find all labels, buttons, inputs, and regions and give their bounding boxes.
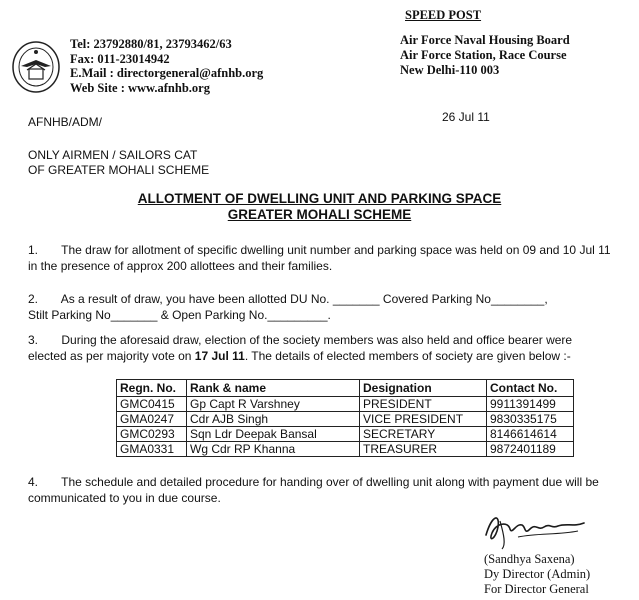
header-regn-no: Regn. No. [117,380,187,397]
paragraph-text: The schedule and detailed procedure for handing over of dwelling unit along with payment due will be communicated to you in due course. [28,475,599,505]
signatory-block [484,552,590,597]
paragraph-text-b: . The details of elected members of society are given below :- [244,349,571,363]
telephone: Tel: 23792880/81, 23793462/63 [70,37,232,51]
contact-no: 9830335175 [487,412,574,427]
paragraph-number: 1. [28,243,39,257]
designation: SECRETARY [360,427,487,442]
paragraph-4 [28,474,613,506]
signatory-name: (Sandhya Saxena) [484,552,575,566]
paragraph-text: The draw for allotment of specific dwelling unit number and parking space was held on 09 and 10 Jul 11 in the presence of approx 200 allottees and their families. [28,243,611,273]
paragraph-number: 3. [28,333,39,347]
table-row [117,442,574,457]
table-row [117,412,574,427]
rank-name: Sqn Ldr Deepak Bansal [187,427,360,442]
contact-no: 8146614614 [487,427,574,442]
table-header-row [117,380,574,397]
speed-post-label: SPEED POST [405,8,482,22]
vote-date: 17 Jul 11 [194,349,245,363]
paragraph-3 [28,332,613,364]
subject-line-1: ALLOTMENT OF DWELLING UNIT AND PARKING SPACE [137,191,502,206]
signatory-title: Dy Director (Admin) [484,567,591,581]
rank-name: Gp Capt R Varshney [187,397,360,412]
header-designation: Designation [360,380,487,397]
rank-name: Wg Cdr RP Khanna [187,442,360,457]
regn-no: GMC0293 [117,427,187,442]
header-contact-no: Contact No. [487,380,574,397]
contact-no: 9911391499 [487,397,574,412]
contact-no: 9872401189 [487,442,574,457]
table-row [117,397,574,412]
elected-members-table [116,379,574,457]
parking-line: Stilt Parking No_______ & Open Parking No._________. [28,308,331,322]
paragraph-2 [28,291,613,323]
org-line-3: New Delhi-110 003 [400,63,500,77]
website: Web Site : www.afnhb.org [70,80,210,95]
rank-name: Cdr AJB Singh [187,412,360,427]
designation: TREASURER [360,442,487,457]
table-row [117,427,574,442]
reference-number: AFNHB/ADM/ [28,115,103,129]
letter-date: 26 Jul 11 [442,110,490,124]
signatory-for: For Director General [484,582,589,596]
contact-details [70,37,263,95]
addressee [28,148,209,178]
fax: Fax: 011-23014942 [70,51,170,66]
paragraph-text-a: During the aforesaid draw, election of the society members was also held and office bearer were elected as per majority vote on [28,333,573,363]
org-line-2: Air Force Station, Race Course [400,48,567,62]
subject-line-2: GREATER MOHALI SCHEME [227,207,412,222]
organisation-address [400,33,570,78]
handwritten-signature [478,505,598,550]
email: E.Mail : directorgeneral@afnhb.org [70,66,264,80]
addressee-line-2: OF GREATER MOHALI SCHEME [28,163,210,177]
paragraph-number: 4. [28,475,39,489]
designation: PRESIDENT [360,397,487,412]
allotment-line: As a result of draw, you have been allotted DU No. _______ Covered Parking No________, [60,292,548,306]
regn-no: GMC0415 [117,397,187,412]
header-rank-name: Rank & name [187,380,360,397]
org-line-1: Air Force Naval Housing Board [400,33,570,47]
addressee-line-1: ONLY AIRMEN / SAILORS CAT [28,148,198,162]
regn-no: GMA0247 [117,412,187,427]
afnhb-emblem-logo [11,40,61,94]
paragraph-number: 2. [28,292,39,306]
designation: VICE PRESIDENT [360,412,487,427]
paragraph-1 [28,242,613,274]
regn-no: GMA0331 [117,442,187,457]
